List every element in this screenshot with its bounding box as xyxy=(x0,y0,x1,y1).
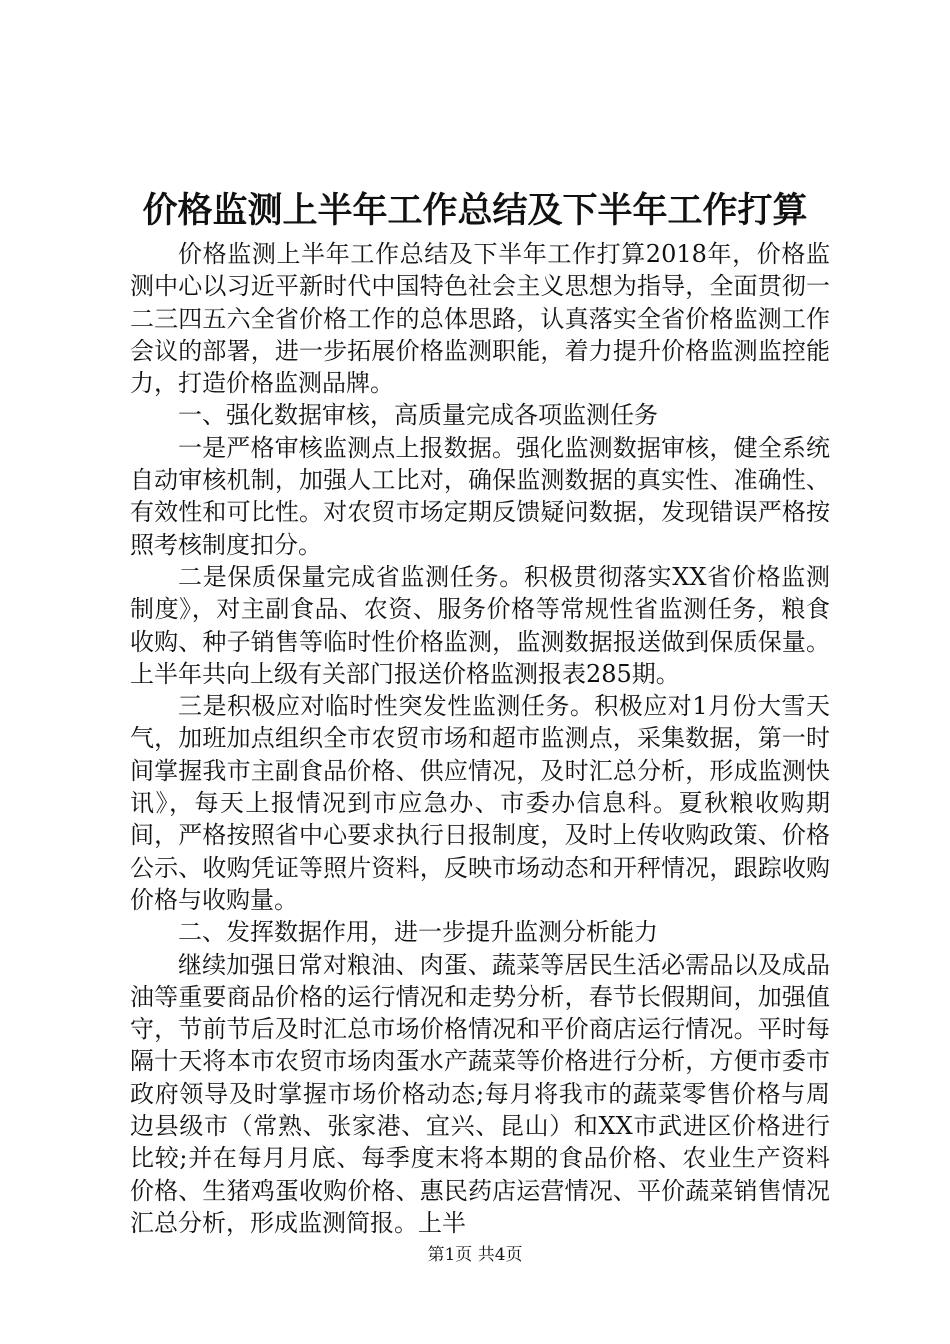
body-paragraph: 三是积极应对临时性突发性监测任务。积极应对1月份大雪天气，加班加点组织全市农贸市场和超市监测点，采集数据，第一时间掌握我市主副食品价格、供应情况，及时汇总分析，形成监测快讯》，每天上报情况到市应急办、市委办信息科。夏秋粮收购期间，严格按照省中心要求执行日报制度，及时上传收购政策、价格公示、收购凭证等照片资料，反映市场动态和开秤情况，跟踪收购价格与收购量。 xyxy=(130,692,830,914)
page-number-footer: 第1页 共4页 xyxy=(427,1245,523,1265)
body-paragraph: 一是严格审核监测点上报数据。强化监测数据审核，健全系统自动审核机制，加强人工比对，确保监测数据的真实性、准确性、有效性和可比性。对农贸市场定期反馈疑问数据，发现错误严格按照考核制度扣分。 xyxy=(130,433,830,559)
section-heading-2: 二、发挥数据作用，进一步提升监测分析能力 xyxy=(178,918,658,947)
section-heading-1: 一、强化数据审核，高质量完成各项监测任务 xyxy=(178,401,658,430)
body-paragraph: 继续加强日常对粮油、肉蛋、蔬菜等居民生活必需品以及成品油等重要商品价格的运行情况和走势分析，春节长假期间，加强值守，节前节后及时汇总市场价格情况和平价商店运行情况。平时每隔十天将本市农贸市场肉蛋水产蔬菜等价格进行分析，方便市委市政府领导及时掌握市场价格动态;每月将我市的蔬菜零售价格与周边县级市（常熟、张家港、宜兴、昆山）和XX市武进区价格进行比较;并在每月月底、每季度末将本期的食品价格、农业生产资料价格、生猪鸡蛋收购价格、惠民药店运营情况、平价蔬菜销售情况汇总分析，形成监测简报。上半 xyxy=(130,950,830,1237)
intro-paragraph: 价格监测上半年工作总结及下半年工作打算2018年，价格监测中心以习近平新时代中国特色社会主义思想为指导，全面贯彻一二三四五六全省价格工作的总体思路，认真落实全省价格监测工作会议的部署，进一步拓展价格监测职能，着力提升价格监测监控能力，打造价格监测品牌。 xyxy=(130,240,830,398)
body-paragraph: 二是保质保量完成省监测任务。积极贯彻落实XX省价格监测制度》，对主副食品、农资、服务价格等常规性省监测任务，粮食收购、种子销售等临时性价格监测，监测数据报送做到保质保量。上半年共向上级有关部门报送价格监测报表285期。 xyxy=(130,562,830,688)
document-title: 价格监测上半年工作总结及下半年工作打算 xyxy=(142,190,808,231)
document-body xyxy=(130,238,830,1239)
